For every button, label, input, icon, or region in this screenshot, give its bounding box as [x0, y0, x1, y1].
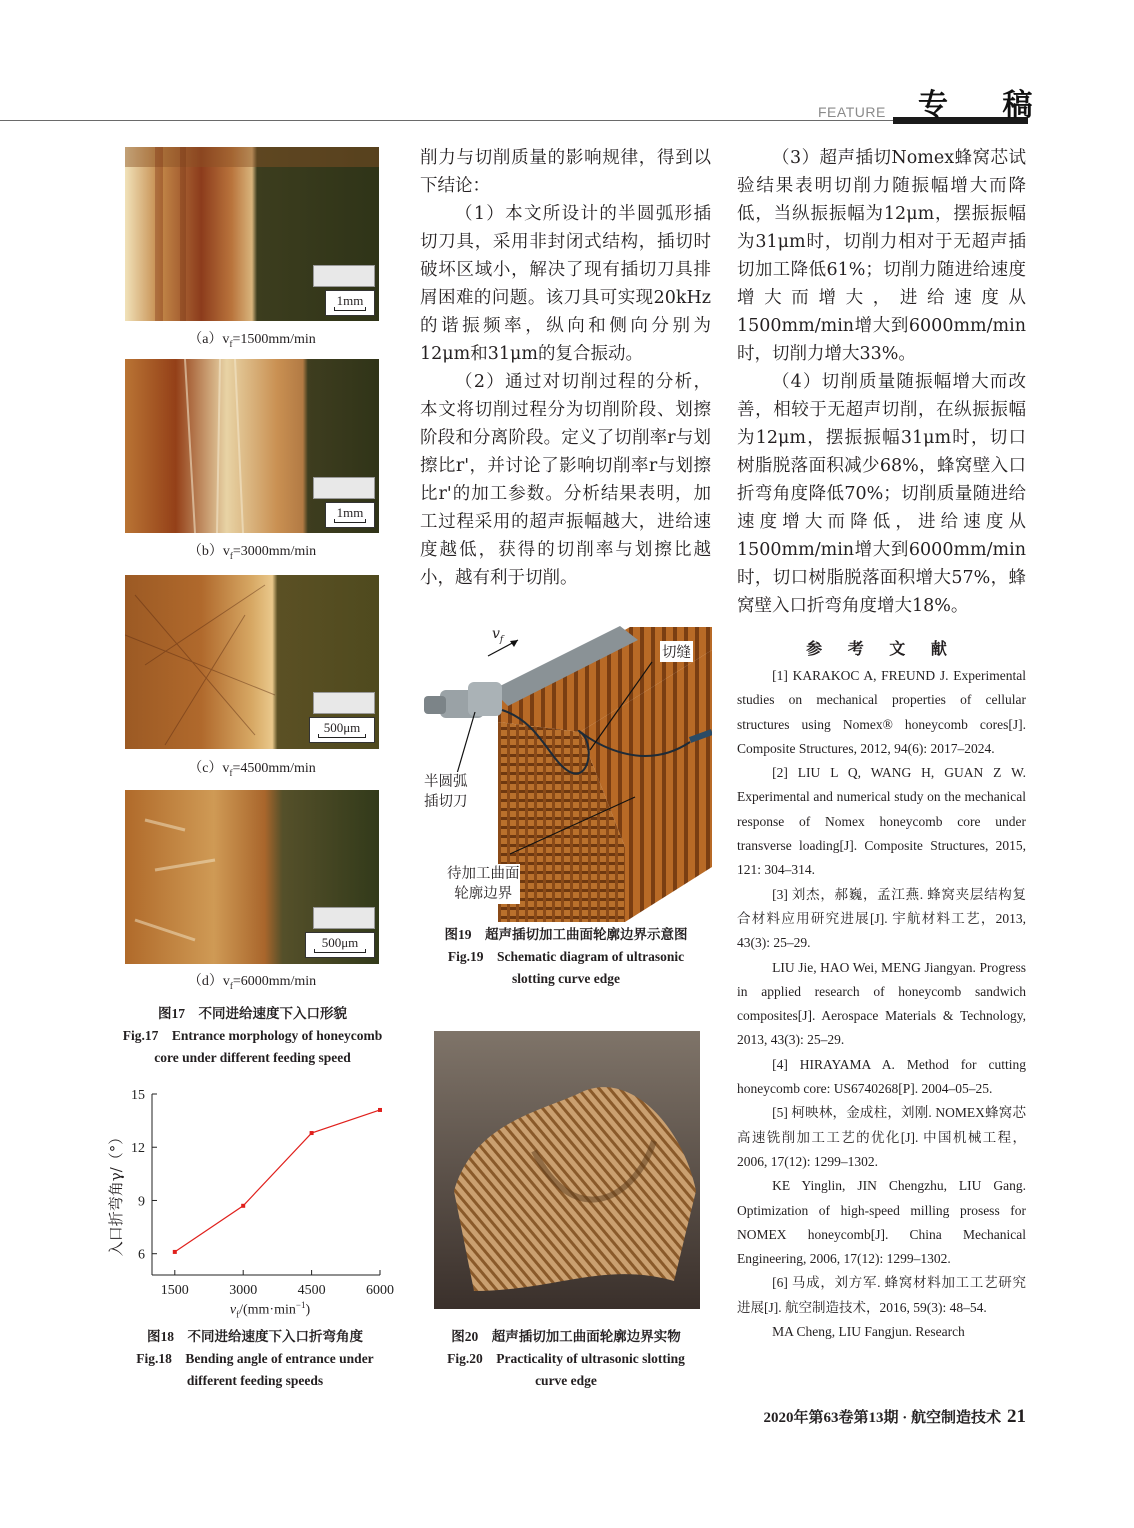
mid-paragraph-2: （1）本文所设计的半圆弧形插切刀具，采用非封闭式结构，插切时破坏区域小，解决了现有插切刀具排屑困难的问题。该刀具可实现20kHz的谐振频率，纵向和侧向分别为12μm和31μm的复合振动。	[420, 204, 711, 364]
fig17-b-scale-text: 1mm	[336, 505, 364, 520]
fig17-a-label-card	[313, 265, 375, 287]
fig17-c-scale	[309, 717, 375, 743]
data-point-1500	[173, 1250, 177, 1254]
fig18-xlabel-close: )	[305, 1302, 311, 1318]
fig17-c-sub: （c）v	[188, 761, 230, 776]
fig20-photo	[434, 1031, 700, 1309]
fig17-d-sub: （d）v	[187, 974, 230, 989]
fig18-xlabel-sub: f	[236, 1309, 240, 1320]
fig19-label-tool-1: 半圆弧	[424, 774, 468, 790]
fig17-d-scale	[305, 932, 375, 958]
fig17-caption-en2: core under different feeding speed	[154, 1050, 351, 1065]
fig19-caption-cn: 图19 超声插切加工曲面轮廓边界示意图	[444, 927, 688, 942]
fig18-caption-en1: Fig.18 Bending angle of entrance under	[136, 1351, 374, 1366]
fig20-caption-cn: 图20 超声插切加工曲面轮廓边界实物	[451, 1329, 681, 1344]
fig18-caption-cn: 图18 不同进给速度下入口折弯角度	[147, 1329, 363, 1344]
fig19-label-edge	[447, 864, 520, 904]
right-paragraph-1: （3）超声插切Nomex蜂窝芯试验结果表明切削力随振幅增大而降低，当纵振振幅为12μm，摆振振幅为31μm时，切削力相对于无超声插切加工降低61%；切削力随进给速度增大而增大，进给速度从1500mm/min增大到6000mm/min时，切削力增大33%。	[737, 148, 1026, 364]
reference-6-en: MA Cheng, LIU Fangjun. Research	[772, 1324, 965, 1340]
fig17-a-scale-text: 1mm	[336, 293, 364, 308]
data-point-4500	[310, 1131, 314, 1135]
y-tick-label-6: 6	[138, 1247, 145, 1263]
fig18-ylabel	[105, 1113, 127, 1273]
reference-3: [3] 刘杰，郝巍，孟江燕. 蜂窝夹层结构复合材料应用研究进展[J]. 宇航材料工艺，2013, 43(3): 25–29.	[737, 886, 1026, 951]
fig19-label-slit: 切缝	[660, 641, 693, 662]
footer-journal: 2020年第63卷第13期 · 航空制造技术	[763, 1410, 1001, 1426]
right-column	[737, 144, 1026, 620]
y-tick-label-12: 12	[131, 1141, 145, 1157]
fig17-caption-cn: 图17 不同进给速度下入口形貌	[158, 1006, 347, 1021]
mid-column	[420, 144, 711, 592]
reference-6: [6] 马成，刘方军. 蜂窝材料加工工艺研究进展[J]. 航空制造技术，2016, 59(3): 48–54.	[737, 1275, 1026, 1315]
reference-2: [2] LIU L Q, WANG H, GUAN Z W. Experimental and numerical study on the mechanical response of Nomex honeycomb core under transverse loading[J]. Composite Structures, 2015, 121: 304–314.	[737, 765, 1026, 878]
header-section-title: 专 稿	[918, 88, 1055, 123]
fig19-caption-en1: Fig.19 Schematic diagram of ultrasonic	[447, 949, 685, 964]
fig17-d-label-card	[313, 907, 375, 929]
fig17-b-rest: =3000mm/min	[232, 544, 317, 559]
fig17-c-rest: =4500mm/min	[232, 761, 316, 776]
data-point-6000	[378, 1108, 382, 1112]
tool-tip	[424, 696, 446, 714]
fig17-b-scale	[325, 502, 375, 528]
fig18-caption-en2: different feeding speeds	[186, 1373, 324, 1388]
fig17-c-subcaption	[125, 757, 379, 778]
fig18-caption	[100, 1326, 410, 1392]
fig19-label-tool	[424, 772, 468, 812]
fig19-vf-sub: f	[499, 634, 504, 645]
chart-ticks	[131, 1088, 394, 1298]
fig19-caption	[420, 924, 712, 990]
mid-paragraph-1: 削力与切削质量的影响规律，得到以下结论：	[420, 148, 711, 196]
x-tick-label-3000: 3000	[229, 1283, 258, 1298]
fig18-ylabel-text: 入口折弯角γ/（°）	[107, 1129, 125, 1257]
tool-head	[468, 682, 502, 716]
reference-1: [1] KARAKOC A, FREUND J. Experimental studies on mechanical properties of cellular structures using Nomex® honeycomb cores[J]. Composite Structures, 2012, 94(6): 2017–2024.	[737, 668, 1026, 756]
header-rule	[0, 120, 895, 121]
fig17-d-subcaption	[125, 970, 379, 991]
fig17-a-sub: （a）v	[188, 332, 230, 347]
reference-3-en: LIU Jie, HAO Wei, MENG Jiangyan. Progress in applied research of honeycomb sandwich composites[J]. Aerospace Materials & Technology, 2013, 43(3): 25–29.	[737, 959, 1026, 1048]
fig17-d-rest: =6000mm/min	[232, 974, 317, 989]
y-tick-label-9: 9	[138, 1194, 145, 1210]
leader-tool	[456, 712, 475, 777]
fig18-xlabel	[200, 1300, 340, 1319]
fig17-c-subscript: f	[229, 767, 233, 778]
x-tick-label-1500: 1500	[160, 1283, 189, 1298]
series-line	[175, 1110, 380, 1252]
fig17-b-subcaption	[125, 540, 379, 561]
fig19-label-edge-2: 轮廓边界	[454, 886, 513, 902]
fig17-caption	[100, 1003, 405, 1069]
fig20-caption-en1: Fig.20 Practicality of ultrasonic slotting	[447, 1351, 685, 1366]
fig18-chart	[100, 1080, 410, 1320]
fig20-photo-image	[434, 1031, 700, 1309]
page-number: 21	[1007, 1406, 1026, 1427]
fig19-vf: v	[492, 626, 500, 642]
fig17-d-subscript: f	[229, 980, 233, 991]
fig17-a-rest: =1500mm/min	[232, 332, 316, 347]
fig17-b-sub: （b）v	[187, 544, 230, 559]
fig19-label-edge-1: 待加工曲面	[447, 866, 520, 882]
fig18-xlabel-unit: /(mm·min	[239, 1302, 296, 1318]
data-point-3000	[241, 1204, 245, 1208]
fig20-caption	[420, 1326, 712, 1392]
fig19-caption-en2: slotting curve edge	[512, 971, 620, 986]
fig17-b-label-card	[313, 477, 375, 499]
fig17-a-subcaption	[125, 328, 379, 349]
fig19-label-tool-2: 插切刀	[424, 794, 468, 810]
fig17-c-scale-text: 500μm	[323, 720, 361, 735]
x-tick-label-4500: 4500	[297, 1283, 326, 1298]
page-footer	[700, 1406, 1026, 1428]
right-paragraph-2: （4）切削质量随振幅增大而改善，相较于无超声切削，在纵振振幅为12μm，摆振振幅31μm时，切口树脂脱落面积减少68%，蜂窝壁入口折弯角度降低70%；切削质量随进给速度增大而降低，进给速度从1500mm/min增大到6000mm/min时，切口树脂脱落面积增大57%，蜂窝壁入口折弯角度增大18%。	[737, 372, 1026, 616]
fig20-caption-en2: curve edge	[535, 1373, 597, 1388]
reference-5: [5] 柯映林，金成柱，刘刚. NOMEX蜂窝芯高速铣削加工工艺的优化[J]. 中国机械工程，2006, 17(12): 1299–1302.	[737, 1105, 1026, 1169]
fig17-a-scale	[325, 290, 375, 316]
references-list	[737, 664, 1026, 1344]
fig18-xlabel-sup: −1	[295, 1300, 306, 1310]
y-tick-label-15: 15	[131, 1088, 145, 1103]
fig17-caption-en1: Fig.17 Entrance morphology of honeycomb	[122, 1028, 383, 1043]
fig17-c-label-card	[313, 692, 375, 714]
fig18-xlabel-var: v	[229, 1302, 237, 1318]
fig17-a-subscript: f	[229, 338, 233, 349]
reference-4: [4] HIRAYAMA A. Method for cutting honeycomb core: US6740268[P]. 2004–05–25.	[737, 1056, 1026, 1097]
references-heading: 参 考 文 献	[806, 639, 957, 658]
fig19-vf-label	[492, 626, 503, 645]
x-tick-label-6000: 6000	[366, 1283, 394, 1298]
fig17-b-subscript: f	[229, 550, 233, 561]
chart-series	[173, 1108, 382, 1254]
header-feature: FEATURE	[818, 104, 886, 120]
mid-paragraph-3: （2）通过对切削过程的分析，本文将切削过程分为切削阶段、划擦阶段和分离阶段。定义了切削率r与划擦比r'，并讨论了影响切削率r与划擦比r'的加工参数。分析结果表明，加工过程采用的超声振幅越大，进给速度越低，获得的切削率与划擦比越小，越有利于切削。	[420, 372, 711, 588]
reference-5-en: KE Yinglin, JIN Chengzhu, LIU Gang. Optimization of high-speed milling prosess for NOMEX honeycomb[J]. China Mechanical Engineering, 2006, 17(12): 1299–1302.	[737, 1178, 1026, 1267]
fig17-d-scale-text: 500μm	[321, 935, 359, 950]
